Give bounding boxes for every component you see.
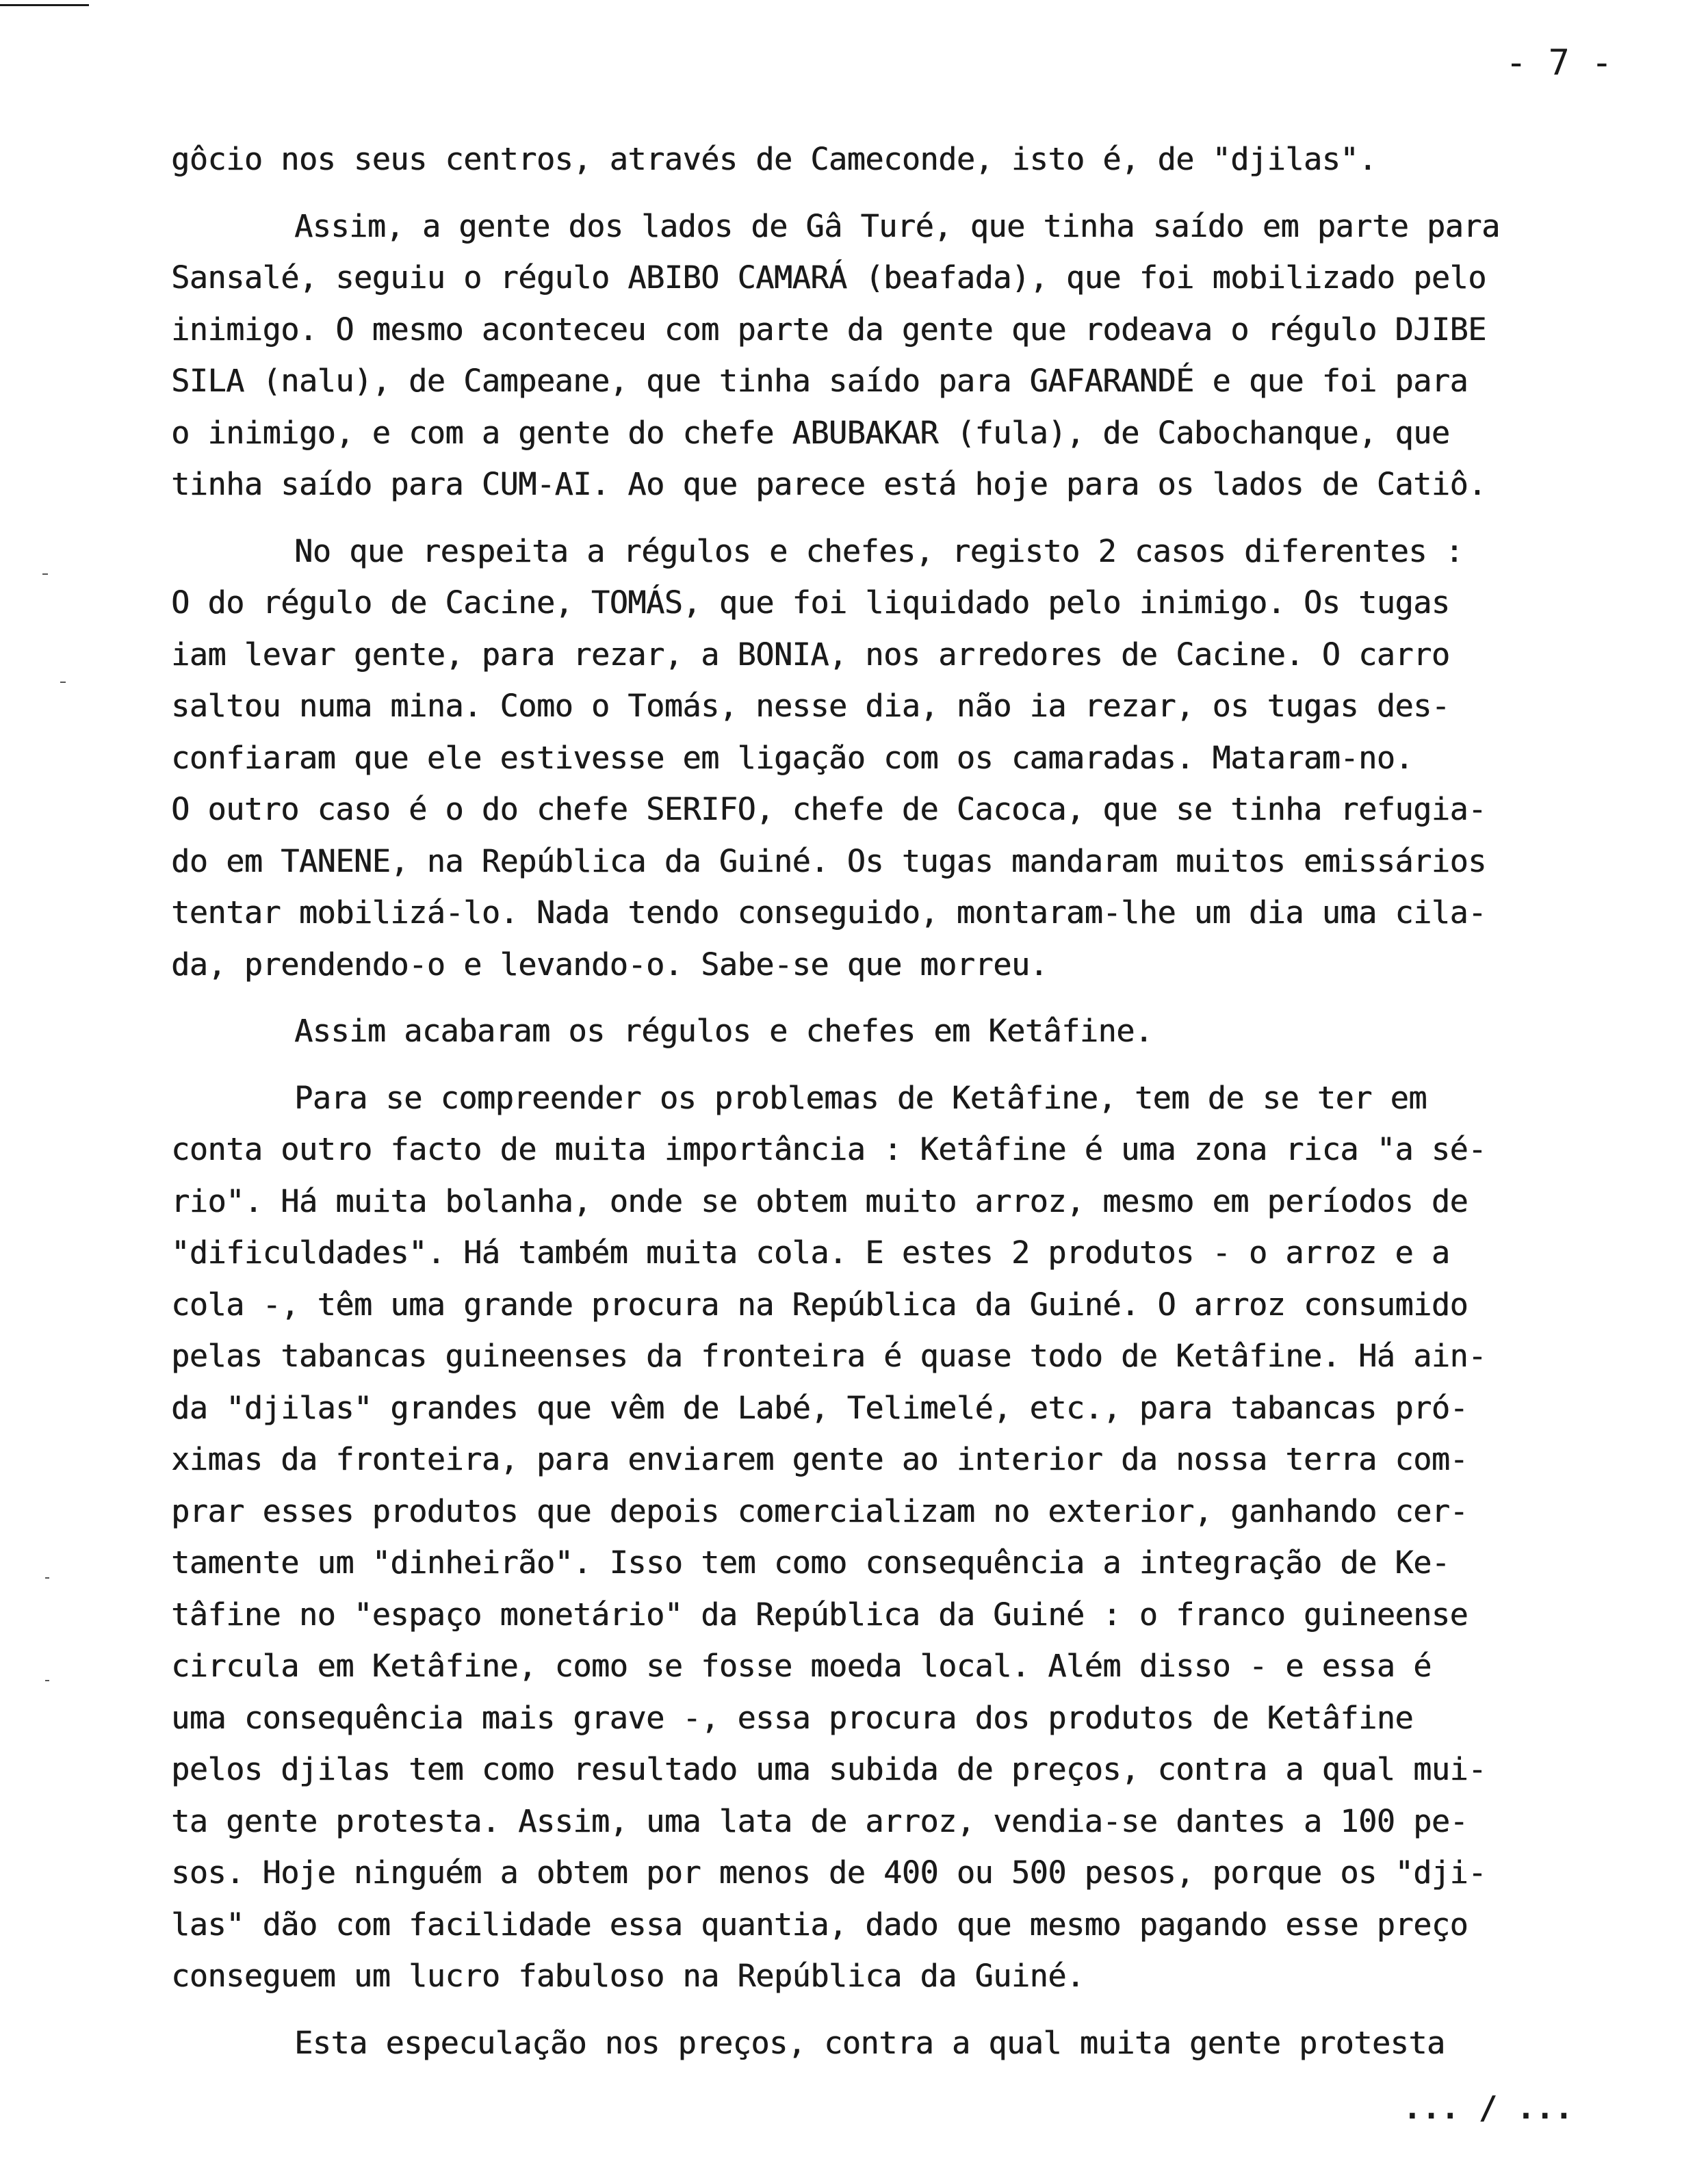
- text-line: tamente um "dinheirão". Isso tem como consequência a integração de Ke-: [171, 1544, 1450, 1581]
- text-line: ta gente protesta. Assim, uma lata de arroz, vendia-se dantes a 100 pe-: [171, 1802, 1468, 1839]
- page-number: - 7 -: [1505, 42, 1613, 83]
- paragraph: [171, 1005, 1677, 1057]
- text-line: o inimigo, e com a gente do chefe ABUBAKAR (fula), de Cabochanque, que: [171, 414, 1450, 451]
- text-line: No que respeita a régulos e chefes, registo 2 casos diferentes :: [294, 532, 1464, 569]
- text-line: sos. Hoje ninguém a obtem por menos de 400 ou 500 pesos, porque os "dji-: [171, 1854, 1486, 1891]
- text-line: prar esses produtos que depois comercializam no exterior, ganhando cer-: [171, 1492, 1468, 1529]
- text-line: O outro caso é o do chefe SERIFO, chefe de Cacoca, que se tinha refugia-: [171, 791, 1486, 827]
- text-line: circula em Ketâfine, como se fosse moeda local. Além disso - e essa é: [171, 1648, 1432, 1684]
- text-line: inimigo. O mesmo aconteceu com parte da gente que rodeava o régulo DJIBE: [171, 311, 1486, 348]
- text-line: da "djilas" grandes que vêm de Labé, Telimelé, etc., para tabancas pró-: [171, 1389, 1468, 1426]
- margin-mark: [42, 573, 48, 575]
- text-line: gôcio nos seus centros, através de Cameconde, isto é, de "djilas".: [171, 141, 1377, 177]
- text-line: da, prendendo-o e levando-o. Sabe-se que morreu.: [171, 946, 1048, 983]
- text-line: O do régulo de Cacine, TOMÁS, que foi liquidado pelo inimigo. Os tugas: [171, 584, 1450, 621]
- document-body: [171, 133, 1677, 2084]
- text-line: Assim acabaram os régulos e chefes em Ketâfine.: [294, 1013, 1153, 1049]
- text-line: las" dão com facilidade essa quantia, dado que mesmo pagando esse preço: [171, 1906, 1468, 1943]
- text-line: tentar mobilizá-lo. Nada tendo conseguido, montaram-lhe um dia uma cila-: [171, 894, 1486, 931]
- text-line: SILA (nalu), de Campeane, que tinha saído para GAFARANDÉ e que foi para: [171, 363, 1468, 399]
- margin-mark: [45, 1680, 49, 1681]
- paragraph: [171, 2017, 1677, 2069]
- text-line: iam levar gente, para rezar, a BONIA, nos arredores de Cacine. O carro: [171, 636, 1450, 673]
- text-line: saltou numa mina. Como o Tomás, nesse dia, não ia rezar, os tugas des-: [171, 688, 1450, 724]
- text-line: rio". Há muita bolanha, onde se obtem muito arroz, mesmo em períodos de: [171, 1182, 1468, 1219]
- paragraph: [171, 200, 1677, 510]
- text-line: Sansalé, seguiu o régulo ABIBO CAMARÁ (beafada), que foi mobilizado pelo: [171, 259, 1486, 296]
- text-line: pelos djilas tem como resultado uma subida de preços, contra a qual mui-: [171, 1751, 1486, 1787]
- text-line: Esta especulação nos preços, contra a qual muita gente protesta: [294, 2024, 1445, 2061]
- text-line: uma consequência mais grave -, essa procura dos produtos de Ketâfine: [171, 1699, 1414, 1736]
- text-line: conseguem um lucro fabuloso na República da Guiné.: [171, 1958, 1085, 1994]
- text-line: tinha saído para CUM-AI. Ao que parece está hoje para os lados de Catiô.: [171, 466, 1486, 502]
- paragraph: [171, 133, 1677, 185]
- text-line: do em TANENE, na República da Guiné. Os tugas mandaram muitos emissários: [171, 842, 1486, 879]
- text-line: Assim, a gente dos lados de Gâ Turé, que tinha saído em parte para: [294, 207, 1500, 244]
- text-line: tâfine no "espaço monetário" da República da Guiné : o franco guineense: [171, 1596, 1468, 1633]
- text-line: confiaram que ele estivesse em ligação com os camaradas. Mataram-no.: [171, 739, 1414, 776]
- paragraph: [171, 526, 1677, 991]
- margin-mark: [60, 682, 66, 683]
- text-line: ximas da fronteira, para enviarem gente ao interior da nossa terra com-: [171, 1441, 1468, 1477]
- text-line: Para se compreender os problemas de Ketâfine, tem de se ter em: [294, 1079, 1427, 1116]
- text-line: pelas tabancas guineenses da fronteira é quase todo de Ketâfine. Há ain-: [171, 1338, 1486, 1374]
- top-rule: [0, 4, 89, 6]
- margin-mark: [45, 1577, 49, 1579]
- continuation-marker: ... / ...: [1403, 2089, 1574, 2126]
- text-line: conta outro facto de muita importância : Ketâfine é uma zona rica "a sé-: [171, 1131, 1486, 1167]
- text-line: cola -, têm uma grande procura na República da Guiné. O arroz consumido: [171, 1286, 1468, 1323]
- paragraph: [171, 1072, 1677, 2002]
- text-line: "dificuldades". Há também muita cola. E estes 2 produtos - o arroz e a: [171, 1234, 1450, 1271]
